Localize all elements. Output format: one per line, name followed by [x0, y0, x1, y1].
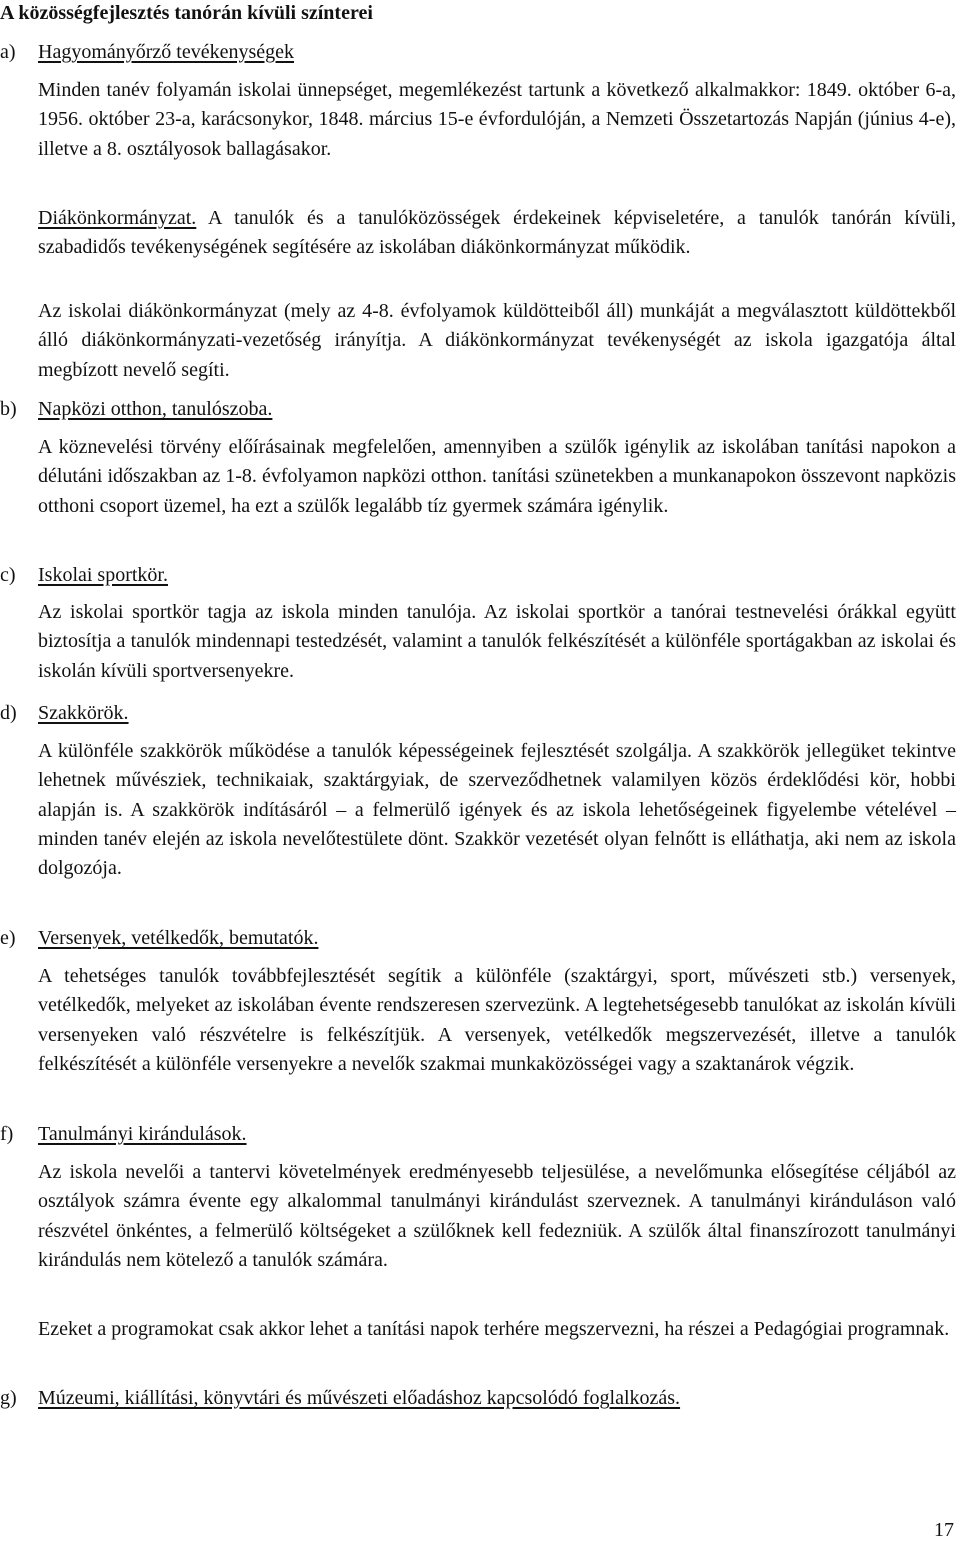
page-number: 17 [934, 1519, 954, 1541]
section-a-paragraph-1: Minden tanév folyamán iskolai ünnepséget, megemlékezést tartunk a következő alkalmakkor: 1849. október 6-a, 1956. október 23-a, karácsonykor, 1848. március 15-e évfordulóján, a Nemzeti Összetartozás Napján (június 4-e), illetve a 8. osztályosok ballagásakor. [38, 79, 956, 160]
section-letter: g) [0, 1387, 17, 1409]
section-letter: d) [0, 702, 17, 724]
section-heading: Versenyek, vetélkedők, bemutatók. [38, 927, 319, 949]
section-f-paragraph-1: Az iskola nevelői a tantervi követelmények eredményesebb teljesülése, a nevelőmunka elősegítése céljából az osztályok számra évente egy alkalommal tanulmányi kirándulást szerveznek. A tanulmányi kiránduláson való részvétel önkéntes, a felmerülő költségeket a szülőknek kell fedezniük. A szülők által finanszírozott tanulmányi kirándulás nem kötelező a tanulók számára. [38, 1161, 956, 1271]
section-letter: e) [0, 927, 16, 949]
section-c-paragraph-1: Az iskolai sportkör tagja az iskola minden tanulója. Az iskolai sportkör a tanórai testnevelési órákkal együtt biztosítja a tanulók mindennapi testedzését, valamint a tanulók felkészítését a különféle sportágakban az iskolai és iskolán kívüli sportversenyekre. [38, 601, 956, 682]
section-heading: Szakkörök. [38, 702, 129, 724]
section-heading: Napközi otthon, tanulószoba. [38, 398, 273, 420]
section-letter: c) [0, 564, 16, 586]
diakonkormanyzat-label: Diákönkormányzat. [38, 207, 197, 229]
section-heading: Hagyományőrző tevékenységek [38, 41, 295, 63]
section-f-paragraph-2: Ezeket a programokat csak akkor lehet a tanítási napok terhére megszervezni, ha részei a Pedagógiai programnak. [38, 1318, 950, 1340]
page-title: A közösségfejlesztés tanórán kívüli színterei [0, 2, 373, 24]
section-heading: Tanulmányi kirándulások. [38, 1123, 247, 1145]
section-heading: Iskolai sportkör. [38, 564, 168, 586]
section-d-paragraph-1: A különféle szakkörök működése a tanulók képességeinek fejlesztését szolgálja. A szakkörök jellegüket tekintve lehetnek művésziek, technikaiak, szaktárgyiak, de szerveződhetnek valamilyen közös érdeklődési kör, hobbi alapján is. A szakkörök indításáról – a felmerülő igények és az iskola lehetőségeinek figyelembe vételével – minden tanév elején az iskola nevelőtestülete dönt. Szakkör vezetését olyan felnőtt is elláthatja, aki nem az iskola dolgozója. [38, 740, 956, 880]
section-heading: Múzeumi, kiállítási, könyvtári és művészeti előadáshoz kapcsolódó foglalkozás. [38, 1387, 681, 1409]
section-letter: f) [0, 1123, 14, 1145]
section-a-paragraph-2 [38, 204, 956, 263]
diakonkormanyzat-text: A tanulók és a tanulóközösségek érdekeinek képviseletére, a tanulók tanórán kívüli, szabadidős tevékenységének segítésére az iskolában diákönkormányzat működik. [38, 207, 956, 259]
section-letter: a) [0, 41, 16, 63]
section-b-paragraph-1: A köznevelési törvény előírásainak megfelelően, amennyiben a szülők igénylik az iskolában tanítási napokon a délutáni időszakban az 1-8. évfolyamon napközi otthon. tanítási szünetekben a munkanapokon összevont napközis otthoni csoport üzemel, ha ezt a szülők legalább tíz gyermek számára igénylik. [38, 436, 956, 517]
section-letter: b) [0, 398, 17, 420]
section-e-paragraph-1: A tehetséges tanulók továbbfejlesztését segítik a különféle (szaktárgyi, sport, művészeti stb.) versenyek, vetélkedők, melyeket az iskolában évente rendszeresen szervezünk. A legtehetségesebb tanulókat az iskolán kívüli versenyeken való részvételre is felkészítjük. A versenyek, vetélkedők megszervezését, illetve a tanulók felkészítését a különféle versenyekre a nevelők szakmai munkaközösségei vagy a szaktanárok végzik. [38, 965, 956, 1075]
section-a-paragraph-3: Az iskolai diákönkormányzat (mely az 4-8. évfolyamok küldötteiből áll) munkáját a megválasztott küldöttekből álló diákönkormányzati-vezetőség irányítja. A diákönkormányzat tevékenységét az iskola igazgatója által megbízott nevelő segíti. [38, 300, 956, 381]
